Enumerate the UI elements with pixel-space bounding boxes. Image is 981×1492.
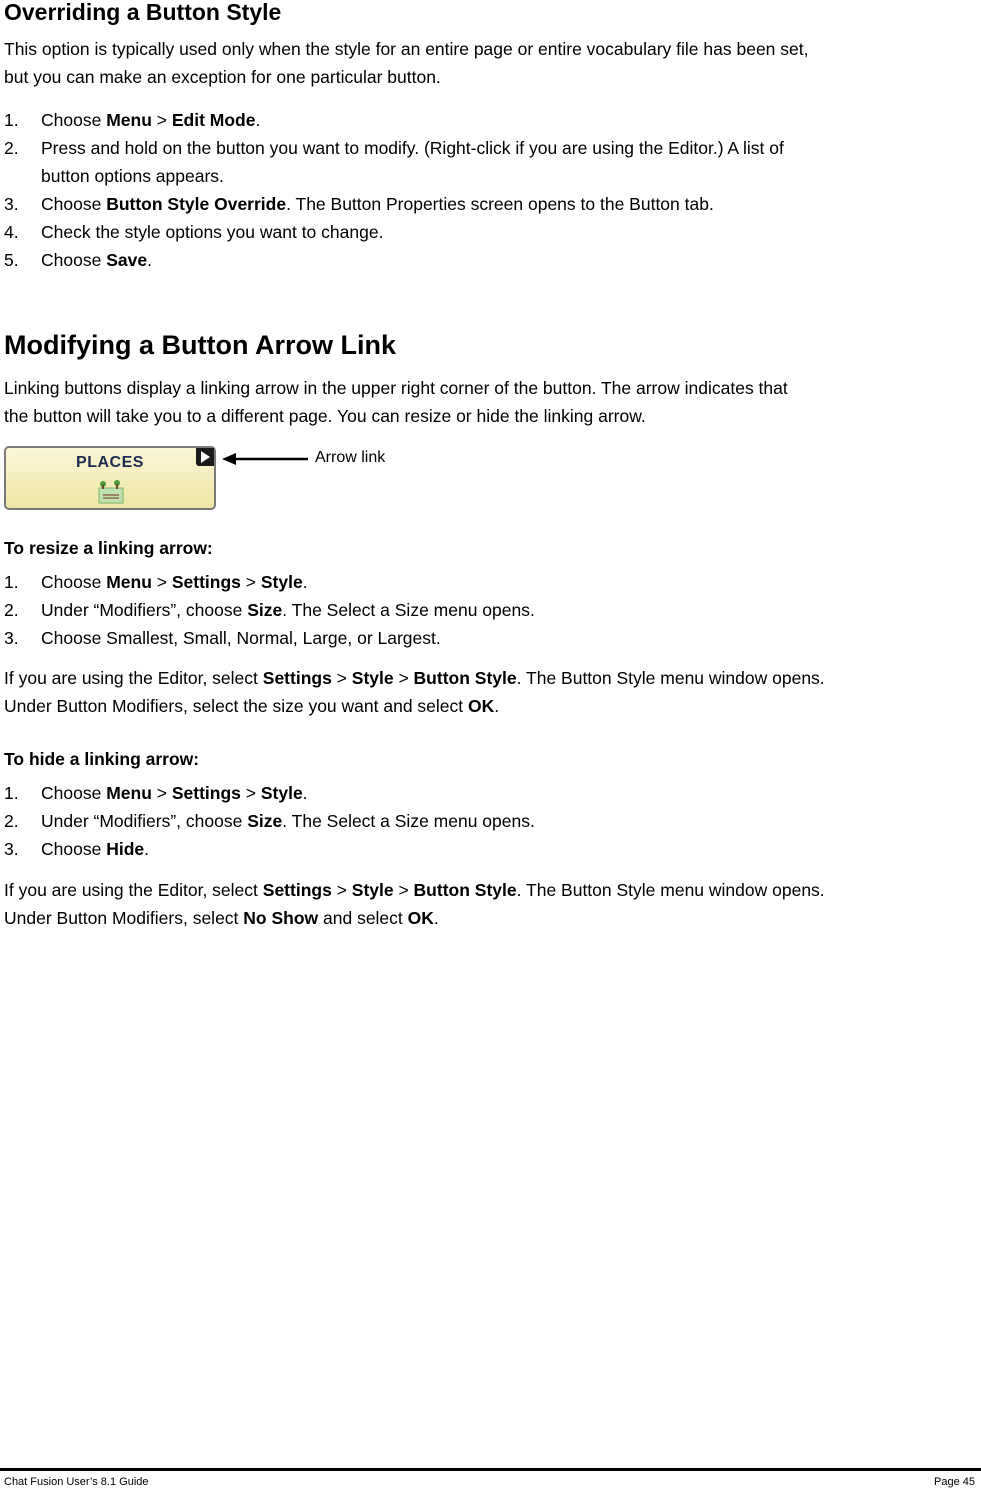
list-item: 3. Choose Smallest, Small, Normal, Large, or Largest. (4, 628, 441, 648)
list-item: 3. Choose Button Style Override. The Button Properties screen opens to the Button tab. (4, 194, 714, 214)
list-item: 2. Under “Modifiers”, choose Size. The Select a Size menu opens. (4, 600, 535, 620)
override-intro-line2: but you can make an exception for one particular button. (4, 67, 441, 87)
arrow-link-icon (196, 448, 214, 466)
footer-divider (0, 1468, 981, 1471)
callout-arrow-icon (222, 452, 312, 466)
resize-heading: To resize a linking arrow: (4, 538, 213, 558)
arrow-link-intro-line1: Linking buttons display a linking arrow in the upper right corner of the button. The arrow indicates that (4, 378, 788, 398)
override-intro (4, 35, 808, 91)
list-item: 1. Choose Menu > Edit Mode. (4, 110, 261, 130)
list-item: 1. Choose Menu > Settings > Style. (4, 572, 308, 592)
places-picture-icon (95, 478, 127, 504)
places-button-label: PLACES (76, 454, 144, 471)
footer-page-number: Page 45 (934, 1476, 975, 1488)
list-item: 5. Choose Save. (4, 250, 152, 270)
resize-editor-note: If you are using the Editor, select Settings > Style > Button Style. The Button Style menu window opens. Under Button Modifiers, select the size you want and select OK. (4, 668, 825, 716)
hide-steps-list (4, 779, 535, 863)
list-item: 2. Press and hold on the button you want to modify. (Right-click if you are using the Editor.) A list of button options appears. (4, 138, 784, 186)
hide-heading: To hide a linking arrow: (4, 749, 200, 769)
override-intro-line1: This option is typically used only when the style for an entire page or entire vocabulary file has been set, (4, 39, 809, 59)
arrow-link-callout: Arrow link (315, 449, 386, 466)
arrow-link-intro-line2: the button will take you to a different page. You can resize or hide the linking arrow. (4, 406, 646, 426)
list-item: 4. Check the style options you want to change. (4, 222, 384, 242)
section-title-override: Overriding a Button Style (4, 0, 282, 25)
list-item: 3. Choose Hide. (4, 839, 149, 859)
footer-guide-title: Chat Fusion User’s 8.1 Guide (4, 1476, 149, 1488)
places-button-figure (4, 446, 216, 510)
arrow-link-intro (4, 374, 788, 430)
list-item: 2. Under “Modifiers”, choose Size. The Select a Size menu opens. (4, 811, 535, 831)
resize-steps-list (4, 568, 535, 652)
places-button (4, 446, 216, 510)
hide-editor-note: If you are using the Editor, select Settings > Style > Button Style. The Button Style menu window opens. Under Button Modifiers, select No Show and select OK. (4, 880, 825, 928)
list-item: 1. Choose Menu > Settings > Style. (4, 783, 308, 803)
section-title-arrow-link: Modifying a Button Arrow Link (4, 330, 396, 360)
override-steps-list (4, 106, 784, 274)
